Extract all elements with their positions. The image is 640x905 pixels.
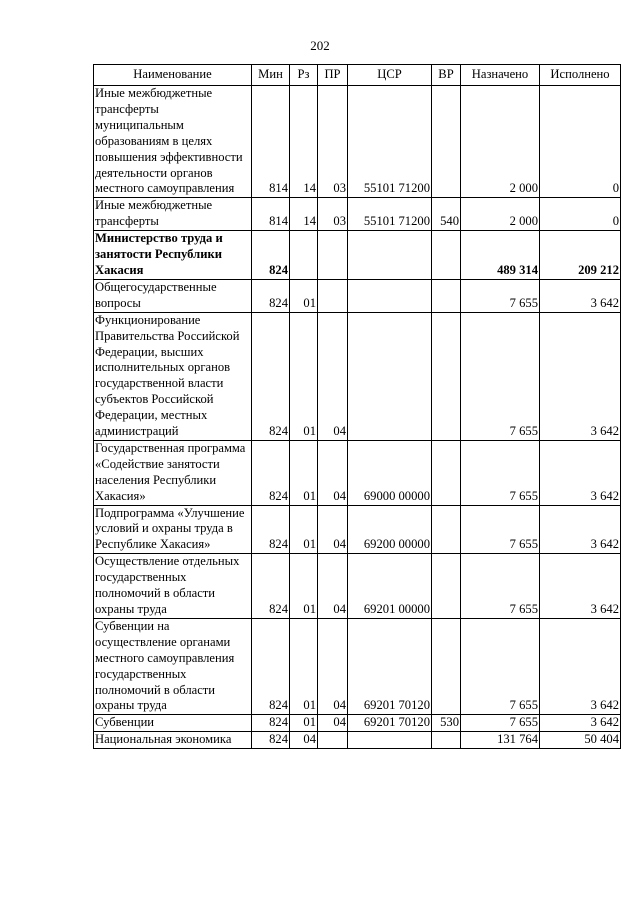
cell-pr: 03: [318, 86, 348, 198]
table-row: [94, 732, 621, 749]
cell-rz: 01: [290, 279, 318, 312]
cell-min: 824: [252, 440, 290, 505]
cell-executed: 3 642: [540, 554, 621, 619]
cell-executed: 209 212: [540, 231, 621, 280]
cell-rz: 01: [290, 312, 318, 440]
cell-pr: [318, 732, 348, 749]
cell-name: Субвенции: [94, 715, 252, 732]
cell-csr: 55101 71200: [348, 198, 432, 231]
table-body: [94, 86, 621, 749]
table-row: [94, 618, 621, 714]
cell-executed: 0: [540, 198, 621, 231]
cell-csr: 69000 00000: [348, 440, 432, 505]
cell-executed: 3 642: [540, 505, 621, 554]
header-rz: Рз: [290, 65, 318, 86]
cell-pr: 04: [318, 618, 348, 714]
header-pr: ПР: [318, 65, 348, 86]
cell-assigned: 131 764: [461, 732, 540, 749]
cell-executed: 3 642: [540, 440, 621, 505]
cell-name: Иные межбюджетные трансферты: [94, 198, 252, 231]
cell-rz: 01: [290, 554, 318, 619]
cell-rz: [290, 231, 318, 280]
cell-name: Министерство труда и занятости Республики Хакасия: [94, 231, 252, 280]
cell-vr: [432, 86, 461, 198]
header-csr: ЦСР: [348, 65, 432, 86]
cell-name: Функционирование Правительства Российской Федерации, высших исполнительных органов государственной власти субъектов Российской Федерации, местных администраций: [94, 312, 252, 440]
cell-executed: 3 642: [540, 618, 621, 714]
cell-executed: 3 642: [540, 312, 621, 440]
cell-executed: 3 642: [540, 715, 621, 732]
header-vr: ВР: [432, 65, 461, 86]
cell-name: Национальная экономика: [94, 732, 252, 749]
cell-pr: 04: [318, 312, 348, 440]
cell-min: 814: [252, 86, 290, 198]
cell-vr: [432, 440, 461, 505]
cell-min: 824: [252, 312, 290, 440]
page-number: 202: [310, 38, 330, 53]
cell-min: 814: [252, 198, 290, 231]
cell-rz: 01: [290, 715, 318, 732]
cell-min: 824: [252, 505, 290, 554]
cell-assigned: 7 655: [461, 618, 540, 714]
cell-csr: [348, 732, 432, 749]
cell-pr: [318, 231, 348, 280]
cell-name: Иные межбюджетные трансферты муниципальным образованиям в целях повышения эффективности деятельности органов местного самоуправления: [94, 86, 252, 198]
cell-pr: 04: [318, 505, 348, 554]
cell-min: 824: [252, 279, 290, 312]
table-row: [94, 505, 621, 554]
table-header-row: [94, 65, 621, 86]
cell-assigned: 7 655: [461, 715, 540, 732]
cell-assigned: 2 000: [461, 86, 540, 198]
cell-csr: [348, 312, 432, 440]
cell-executed: 50 404: [540, 732, 621, 749]
cell-assigned: 2 000: [461, 198, 540, 231]
cell-name: Подпрограмма «Улучшение условий и охраны труда в Республике Хакасия»: [94, 505, 252, 554]
cell-rz: 01: [290, 505, 318, 554]
cell-csr: [348, 231, 432, 280]
table-row: [94, 231, 621, 280]
cell-pr: 04: [318, 554, 348, 619]
header-assigned: Назначено: [461, 65, 540, 86]
cell-assigned: 7 655: [461, 554, 540, 619]
cell-csr: 69201 00000: [348, 554, 432, 619]
cell-csr: 69201 70120: [348, 715, 432, 732]
cell-executed: 3 642: [540, 279, 621, 312]
cell-vr: [432, 618, 461, 714]
budget-table: [93, 64, 621, 749]
cell-name: Общегосударственные вопросы: [94, 279, 252, 312]
cell-rz: 01: [290, 618, 318, 714]
header-min: Мин: [252, 65, 290, 86]
cell-csr: 55101 71200: [348, 86, 432, 198]
cell-pr: 04: [318, 440, 348, 505]
cell-csr: 69200 00000: [348, 505, 432, 554]
cell-csr: [348, 279, 432, 312]
cell-pr: 04: [318, 715, 348, 732]
cell-executed: 0: [540, 86, 621, 198]
cell-min: 824: [252, 231, 290, 280]
cell-vr: [432, 732, 461, 749]
cell-vr: [432, 231, 461, 280]
cell-rz: 01: [290, 440, 318, 505]
cell-rz: 04: [290, 732, 318, 749]
table-row: [94, 312, 621, 440]
cell-rz: 14: [290, 198, 318, 231]
cell-vr: 540: [432, 198, 461, 231]
cell-min: 824: [252, 732, 290, 749]
cell-name: Осуществление отдельных государственных полномочий в области охраны труда: [94, 554, 252, 619]
table-row: [94, 86, 621, 198]
table-row: [94, 554, 621, 619]
cell-vr: 530: [432, 715, 461, 732]
cell-assigned: 7 655: [461, 505, 540, 554]
cell-pr: 03: [318, 198, 348, 231]
cell-csr: 69201 70120: [348, 618, 432, 714]
cell-vr: [432, 554, 461, 619]
header-name: Наименование: [94, 65, 252, 86]
cell-vr: [432, 279, 461, 312]
cell-assigned: 7 655: [461, 312, 540, 440]
cell-assigned: 7 655: [461, 440, 540, 505]
table-row: [94, 198, 621, 231]
cell-vr: [432, 505, 461, 554]
table-row: [94, 715, 621, 732]
cell-assigned: 489 314: [461, 231, 540, 280]
cell-min: 824: [252, 554, 290, 619]
cell-pr: [318, 279, 348, 312]
cell-vr: [432, 312, 461, 440]
cell-assigned: 7 655: [461, 279, 540, 312]
table-row: [94, 279, 621, 312]
cell-name: Государственная программа «Содействие занятости населения Республики Хакасия»: [94, 440, 252, 505]
table-row: [94, 440, 621, 505]
header-executed: Исполнено: [540, 65, 621, 86]
cell-name: Субвенции на осуществление органами местного самоуправления государственных полномочий в области охраны труда: [94, 618, 252, 714]
cell-min: 824: [252, 715, 290, 732]
cell-rz: 14: [290, 86, 318, 198]
cell-min: 824: [252, 618, 290, 714]
